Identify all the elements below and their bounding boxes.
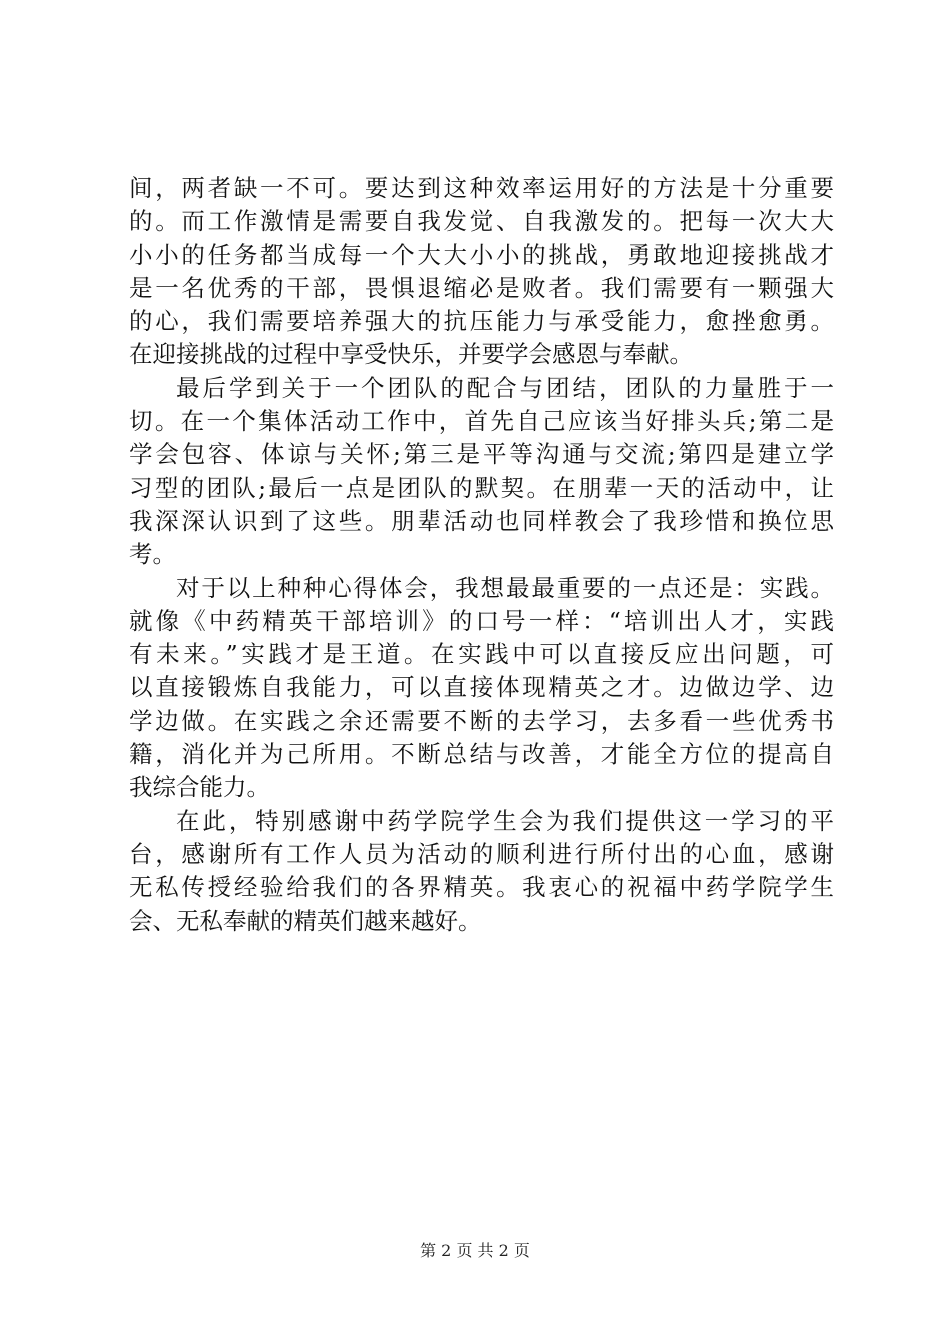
text-line: 以直接锻炼自我能力，可以直接体现精英之才。边做边学、边 (129, 673, 834, 702)
text-line: 最后学到关于一个团队的配合与团结，团队的力量胜于一 (176, 373, 834, 402)
text-line: 习型的团队;最后一点是团队的默契。在朋辈一天的活动中，让 (129, 473, 834, 502)
text-line: 是一名优秀的干部，畏惧退缩必是败者。我们需要有一颗强大 (129, 273, 834, 302)
text-line: 的。而工作激情是需要自我发觉、自我激发的。把每一次大大 (129, 207, 834, 236)
text-line: 的心，我们需要培养强大的抗压能力与承受能力，愈挫愈勇。 (129, 307, 834, 336)
text-line: 我深深认识到了这些。朋辈活动也同样教会了我珍惜和换位思 (129, 506, 834, 535)
text-line: 小小的任务都当成每一个大大小小的挑战，勇敢地迎接挑战才 (129, 240, 834, 269)
text-line: 无私传授经验给我们的各界精英。我衷心的祝福中药学院学生 (129, 873, 834, 902)
text-line: 在此，特别感谢中药学院学生会为我们提供这一学习的平 (176, 806, 834, 835)
text-line: 考。 (129, 540, 176, 569)
text-line: 籍，消化并为己所用。不断总结与改善，才能全方位的提高自 (129, 740, 834, 769)
document-body (129, 172, 834, 938)
text-line: 学会包容、体谅与关怀;第三是平等沟通与交流;第四是建立学 (129, 440, 834, 469)
text-line: 台，感谢所有工作人员为活动的顺利进行所付出的心血，感谢 (129, 839, 834, 868)
text-line: 学边做。在实践之余还需要不断的去学习，去多看一些优秀书 (129, 706, 834, 735)
text-line: 对于以上种种心得体会，我想最最重要的一点还是：实践。 (176, 573, 834, 602)
text-line: 会、无私奉献的精英们越来越好。 (129, 906, 482, 935)
text-line: 在迎接挑战的过程中享受快乐，并要学会感恩与奉献。 (129, 340, 693, 369)
text-line: 有未来。”实践才是王道。在实践中可以直接反应出问题，可 (129, 640, 834, 669)
page-footer: 第 2 页 共 2 页 (420, 1241, 530, 1260)
text-line: 切。在一个集体活动工作中，首先自己应该当好排头兵;第二是 (129, 407, 834, 436)
text-line: 间，两者缺一不可。要达到这种效率运用好的方法是十分重要 (129, 174, 834, 202)
text-line: 我综合能力。 (129, 773, 270, 802)
text-line: 就像《中药精英干部培训》的口号一样：“培训出人才，实践 (129, 606, 834, 635)
